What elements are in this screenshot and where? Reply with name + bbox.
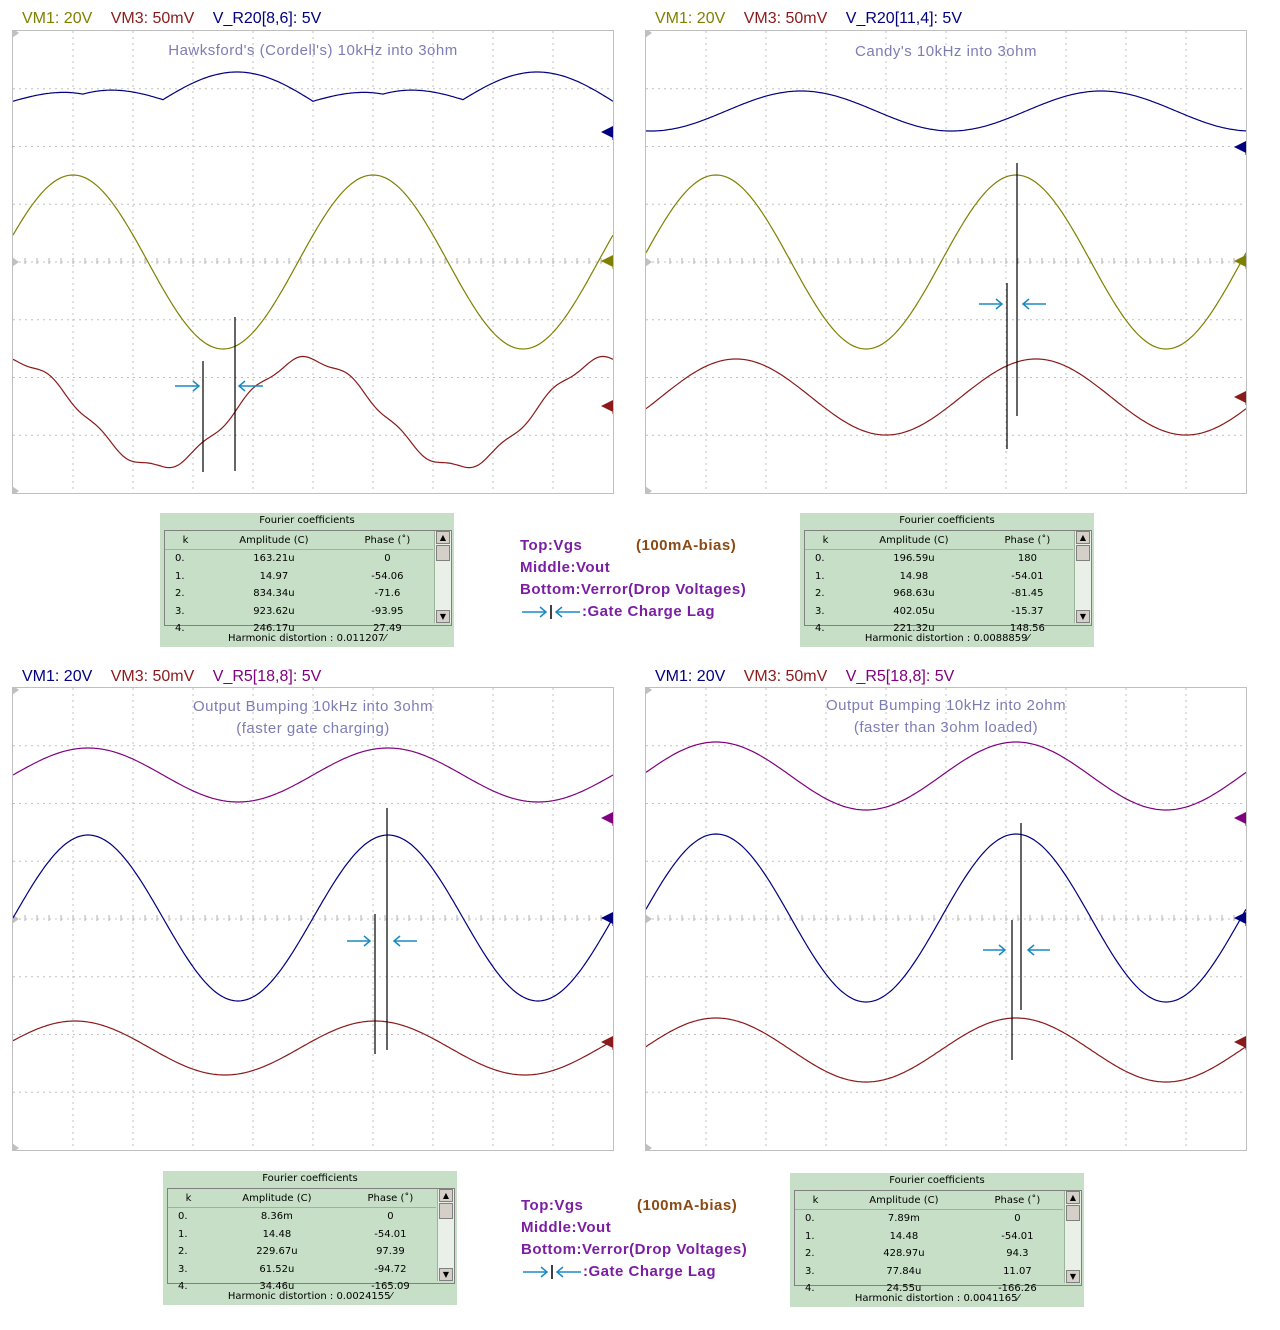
- fourier-table: [167, 1188, 455, 1293]
- fourier-cell: 24.55u: [886, 1283, 922, 1295]
- harmonic-distortion: [160, 633, 454, 644]
- fourier-row: [805, 585, 1073, 603]
- fourier-panel-bumping-2ohm: [790, 1173, 1084, 1307]
- scroll-down-icon[interactable]: ▼: [1076, 610, 1090, 623]
- scrollbar[interactable]: [1074, 531, 1091, 623]
- fourier-cell: 196.59u: [893, 553, 935, 565]
- fourier-header: Amplitude (C): [836, 1191, 972, 1210]
- lag-arrows-icon: [175, 381, 263, 391]
- fourier-cell: 14.97: [259, 570, 289, 582]
- scroll-up-icon[interactable]: ▲: [436, 531, 450, 544]
- fourier-cell: 8.36m: [260, 1211, 293, 1223]
- fourier-panel-bumping-3ohm: [163, 1171, 457, 1305]
- legend-lag: :Gate Charge Lag: [583, 1263, 717, 1280]
- hd-label: Harmonic distortion :: [227, 1291, 334, 1302]
- scope-panel-hawksford: [12, 30, 614, 494]
- fourier-cell: 4.: [178, 1281, 188, 1293]
- vm3-scale: VM3: 50mV: [110, 10, 195, 27]
- fourier-row: [168, 1208, 436, 1226]
- fourier-row: [805, 603, 1073, 621]
- scope-panel-candy: [645, 30, 1247, 494]
- trigger-marker-icon: [646, 257, 652, 267]
- lag-arrows-icon: [983, 945, 1050, 955]
- ground-marker-icon: [601, 400, 613, 414]
- fourier-table: [804, 530, 1092, 635]
- vm1-scale: VM1: 20V: [22, 668, 93, 685]
- fourier-cell: 14.48: [889, 1230, 919, 1242]
- fourier-panel-hawksford: [160, 513, 454, 647]
- fourier-cell: 0.: [815, 553, 825, 565]
- fourier-cell: -166.26: [998, 1283, 1037, 1295]
- vm3-scale: VM3: 50mV: [743, 668, 828, 685]
- vgs-scale: V_R20[8,6]: 5V: [212, 10, 322, 27]
- scope-canvas: [646, 688, 1246, 1150]
- fourier-cell: 4.: [815, 623, 825, 635]
- trigger-marker-icon: [646, 914, 652, 924]
- fourier-header: Phase (˚): [972, 1191, 1063, 1210]
- trigger-marker-icon: [646, 31, 652, 38]
- fourier-row: [795, 1210, 1063, 1228]
- trigger-marker-icon: [13, 1143, 19, 1150]
- vgs-trace: [13, 748, 613, 802]
- fourier-cell: -54.01: [1011, 570, 1044, 582]
- fourier-row: [165, 568, 433, 586]
- fourier-title: Fourier coefficients: [259, 515, 355, 526]
- legend-top-vgs: Top:Vgs: [520, 537, 583, 554]
- scope-subtitle: (faster than 3ohm loaded): [853, 719, 1039, 736]
- vgs-scale: V_R20[11,4]: 5V: [845, 10, 962, 27]
- trigger-marker-icon: [13, 688, 19, 695]
- fourier-cell: 923.62u: [253, 605, 295, 617]
- harmonic-distortion: [790, 1293, 1084, 1304]
- fourier-header: Phase (˚): [345, 1189, 436, 1208]
- fourier-cell: 2.: [178, 1246, 188, 1258]
- fourier-cell: 94.3: [1006, 1248, 1029, 1260]
- panel2-header: [655, 10, 976, 28]
- trigger-marker-icon: [646, 486, 652, 493]
- scroll-up-icon[interactable]: ▲: [1076, 531, 1090, 544]
- scope-grid: [13, 31, 613, 493]
- fourier-cell: 1.: [805, 1230, 815, 1242]
- trigger-marker-icon: [13, 486, 19, 493]
- vm3-scale: VM3: 50mV: [110, 668, 195, 685]
- vm1-scale: VM1: 20V: [22, 10, 93, 27]
- fourier-row: [805, 550, 1073, 568]
- fourier-row: [795, 1245, 1063, 1263]
- fourier-cell: 0.: [178, 1211, 188, 1223]
- fourier-cell: 0.: [805, 1213, 815, 1225]
- fourier-header: k: [805, 531, 846, 550]
- vm1-scale: VM1: 20V: [655, 10, 726, 27]
- fourier-cell: 180: [1017, 553, 1037, 565]
- fourier-row: [805, 568, 1073, 586]
- fourier-row: [165, 550, 433, 568]
- fourier-cell: 1.: [178, 1228, 188, 1240]
- panel3-header: [22, 668, 335, 686]
- fourier-row: [168, 1261, 436, 1279]
- fourier-cell: 77.84u: [886, 1265, 922, 1277]
- scope-panel-bumping-2ohm: [645, 687, 1247, 1151]
- fourier-cell: 4.: [805, 1283, 815, 1295]
- fourier-cell: 3.: [805, 1265, 815, 1277]
- legend-middle: Middle:Vout: [521, 1219, 612, 1236]
- ground-marker-icon: [601, 126, 613, 140]
- lag-arrows-icon: [979, 299, 1046, 309]
- trigger-marker-icon: [646, 1143, 652, 1150]
- fourier-cell: 968.63u: [893, 588, 935, 600]
- fourier-header: Amplitude (C): [206, 531, 342, 550]
- fourier-cell: -54.01: [1001, 1230, 1034, 1242]
- fourier-cell: 3.: [175, 605, 185, 617]
- fourier-cell: 4.: [175, 623, 185, 635]
- scope-title: Hawksford's (Cordell's) 10kHz into 3ohm: [168, 42, 458, 59]
- ground-marker-icon: [1234, 141, 1246, 155]
- fourier-cell: 97.39: [376, 1246, 405, 1258]
- scroll-thumb[interactable]: [436, 545, 450, 561]
- ground-marker-icon: [601, 812, 613, 826]
- ground-marker-icon: [1234, 391, 1246, 405]
- legend-middle: Middle:Vout: [520, 559, 611, 576]
- vgs-trace: [646, 742, 1246, 810]
- hd-label: Harmonic distortion :: [864, 633, 971, 644]
- panel4-header: [655, 668, 968, 686]
- vgs-scale: V_R5[18,8]: 5V: [845, 668, 955, 685]
- fourier-cell: 834.34u: [253, 588, 295, 600]
- lag-arrows-icon: [520, 604, 582, 620]
- fourier-cell: 27.49: [373, 623, 402, 635]
- trigger-marker-icon: [646, 688, 652, 695]
- legend-bottom: Bottom:Verror(Drop Voltages): [521, 1241, 748, 1258]
- scroll-down-icon[interactable]: ▼: [439, 1268, 453, 1281]
- scope-panel-bumping-3ohm: [12, 687, 614, 1151]
- scope-grid: [646, 31, 1246, 493]
- scrollbar[interactable]: [434, 531, 451, 623]
- scroll-thumb[interactable]: [439, 1203, 453, 1219]
- fourier-cell: -54.06: [371, 570, 404, 582]
- lag-arrows-icon: [347, 936, 417, 946]
- scope-title: Output Bumping 10kHz into 2ohm: [825, 697, 1067, 714]
- fourier-table: [164, 530, 452, 635]
- fourier-cell: 2.: [805, 1248, 815, 1260]
- fourier-cell: -15.37: [1011, 605, 1044, 617]
- fourier-cell: 2.: [815, 588, 825, 600]
- fourier-row: [165, 585, 433, 603]
- legend-bias: (100mA-bias): [636, 537, 737, 554]
- fourier-cell: 14.48: [262, 1228, 292, 1240]
- fourier-title: Fourier coefficients: [262, 1173, 358, 1184]
- fourier-cell: 3.: [178, 1263, 188, 1275]
- trigger-marker-icon: [13, 31, 19, 38]
- scroll-up-icon[interactable]: ▲: [1066, 1191, 1080, 1204]
- ground-marker-icon: [1234, 812, 1246, 826]
- fourier-header: Amplitude (C): [846, 531, 982, 550]
- fourier-cell: 0: [384, 553, 391, 565]
- fourier-cell: 148.56: [1009, 623, 1045, 635]
- legend-lag: :Gate Charge Lag: [582, 603, 716, 620]
- fourier-cell: 221.32u: [893, 623, 935, 635]
- fourier-cell: 246.17u: [253, 623, 295, 635]
- fourier-cell: 61.52u: [259, 1263, 295, 1275]
- scope-title: Candy's 10kHz into 3ohm: [855, 43, 1037, 60]
- legend-bottom-block: [521, 1195, 747, 1283]
- fourier-table: [794, 1190, 1082, 1295]
- fourier-cell: 229.67u: [256, 1246, 298, 1258]
- scroll-down-icon[interactable]: ▼: [1066, 1270, 1080, 1283]
- fourier-cell: 3.: [815, 605, 825, 617]
- legend-top-vgs: Top:Vgs: [521, 1197, 584, 1214]
- scrollbar[interactable]: [437, 1189, 454, 1281]
- fourier-header: k: [795, 1191, 836, 1210]
- fourier-cell: 34.46u: [259, 1281, 295, 1293]
- fourier-cell: -71.6: [374, 588, 401, 600]
- hd-value: 0.0088859⁄: [973, 633, 1030, 644]
- fourier-cell: -81.45: [1011, 588, 1044, 600]
- fourier-title: Fourier coefficients: [899, 515, 995, 526]
- fourier-cell: -54.01: [374, 1228, 407, 1240]
- fourier-row: [168, 1226, 436, 1244]
- fourier-cell: 0: [1014, 1213, 1021, 1225]
- fourier-cell: 0.: [175, 553, 185, 565]
- harmonic-distortion: [163, 1291, 457, 1302]
- legend-bottom: Bottom:Verror(Drop Voltages): [520, 581, 747, 598]
- fourier-panel-candy: [800, 513, 1094, 647]
- hd-value: 0.0024155⁄: [336, 1291, 393, 1302]
- fourier-cell: -94.72: [374, 1263, 407, 1275]
- vm3-scale: VM3: 50mV: [743, 10, 828, 27]
- trigger-marker-icon: [13, 257, 19, 267]
- fourier-cell: 163.21u: [253, 553, 295, 565]
- fourier-cell: 1.: [175, 570, 185, 582]
- ground-marker-icon: [601, 1036, 613, 1050]
- fourier-cell: -93.95: [371, 605, 404, 617]
- scroll-down-icon[interactable]: ▼: [436, 610, 450, 623]
- hd-label: Harmonic distortion :: [854, 1293, 961, 1304]
- fourier-header: Phase (˚): [342, 531, 433, 550]
- legend-bias: (100mA-bias): [637, 1197, 738, 1214]
- fourier-cell: 14.98: [899, 570, 929, 582]
- legend-top: [520, 535, 746, 623]
- fourier-row: [168, 1243, 436, 1261]
- fourier-row: [795, 1228, 1063, 1246]
- fourier-header: k: [168, 1189, 209, 1208]
- fourier-cell: 428.97u: [883, 1248, 925, 1260]
- scope-subtitle: (faster gate charging): [236, 720, 390, 737]
- scope-canvas: [13, 688, 613, 1150]
- hd-value: 0.011207⁄: [336, 633, 386, 644]
- fourier-cell: 7.89m: [887, 1213, 920, 1225]
- vgs-scale: V_R5[18,8]: 5V: [212, 668, 322, 685]
- fourier-cell: 0: [387, 1211, 394, 1223]
- scroll-thumb[interactable]: [1076, 545, 1090, 561]
- fourier-row: [795, 1263, 1063, 1281]
- scroll-thumb[interactable]: [1066, 1205, 1080, 1221]
- fourier-title: Fourier coefficients: [889, 1175, 985, 1186]
- fourier-header: Amplitude (C): [209, 1189, 345, 1208]
- fourier-header: k: [165, 531, 206, 550]
- panel1-header: [22, 10, 335, 28]
- fourier-cell: 1.: [815, 570, 825, 582]
- hd-label: Harmonic distortion :: [227, 633, 334, 644]
- fourier-cell: -165.09: [371, 1281, 410, 1293]
- scope-canvas: [13, 31, 613, 493]
- fourier-cell: 11.07: [1003, 1265, 1032, 1277]
- scroll-up-icon[interactable]: ▲: [439, 1189, 453, 1202]
- fourier-cell: 402.05u: [893, 605, 935, 617]
- vm1-scale: VM1: 20V: [655, 668, 726, 685]
- scope-canvas: [646, 31, 1246, 493]
- fourier-cell: 2.: [175, 588, 185, 600]
- hd-value: 0.0041165⁄: [963, 1293, 1020, 1304]
- scrollbar[interactable]: [1064, 1191, 1081, 1283]
- lag-arrows-icon: [521, 1264, 583, 1280]
- scope-title: Output Bumping 10kHz into 3ohm: [192, 698, 434, 715]
- fourier-header: Phase (˚): [982, 531, 1073, 550]
- fourier-row: [165, 603, 433, 621]
- harmonic-distortion: [800, 633, 1094, 644]
